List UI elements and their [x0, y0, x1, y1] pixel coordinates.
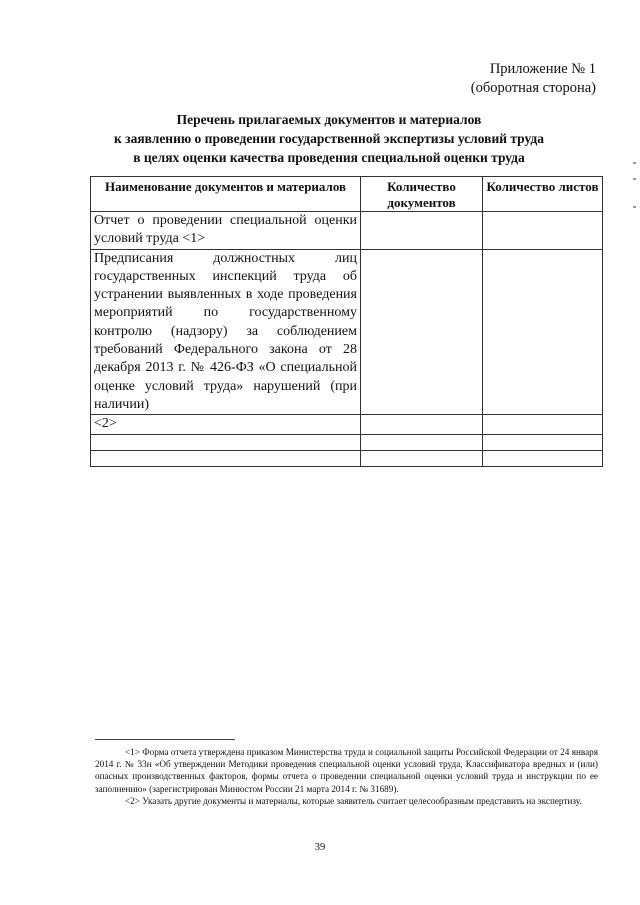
table-header-row — [91, 177, 603, 212]
table-row — [91, 434, 603, 450]
document-title — [60, 110, 598, 167]
row-sheets-count — [483, 212, 603, 250]
row-name — [91, 434, 361, 450]
row-docs-count — [361, 450, 483, 466]
appendix-number: Приложение № 1 — [489, 61, 596, 77]
header-name: Наименование документов и материалов — [91, 177, 361, 212]
row-name: Предписания должностных лиц государственных инспекций труда об устранении выявленных в ходе проведения мероприятий по государственному контролю (надзору) за соблюдением требований Федерального закона от 28 декабря 2013 г. № 426-ФЗ «О специальной оценке условий труда» нарушений (при наличии) — [91, 249, 361, 415]
appendix-label — [471, 60, 596, 98]
table-row — [91, 249, 603, 415]
table-row — [91, 415, 603, 434]
header-docs-count: Количество документов — [361, 177, 483, 212]
title-line-1: Перечень прилагаемых документов и материалов — [176, 112, 482, 127]
page-number: 39 — [314, 842, 326, 853]
header-sheets-count: Количество листов — [483, 177, 603, 212]
row-sheets-count — [483, 415, 603, 434]
row-sheets-count — [483, 249, 603, 415]
title-line-2: к заявлению о проведении государственной экспертизы условий труда — [114, 131, 544, 146]
scan-margin-mark — [633, 206, 636, 208]
row-docs-count — [361, 434, 483, 450]
row-sheets-count — [483, 450, 603, 466]
table-row — [91, 212, 603, 250]
title-line-3: в целях оценки качества проведения специальной оценки труда — [133, 150, 525, 165]
row-name: Отчет о проведении специальной оценки условий труда <1> — [91, 212, 361, 250]
footnote-1: <1> Форма отчета утверждена приказом Министерства труда и социальной защиты Российской Федерации от 24 января 2014 г. № 33н «Об утверждении Методики проведения специальной оценки условий труда, Классификатора вредных и (или) опасных производственных факторов, формы отчета о проведении специальной оценки условий труда и инструкции по ее заполнению» (зарегистрирован Минюстом России 21 марта 2014 г. № 31689). — [95, 747, 598, 794]
row-docs-count — [361, 212, 483, 250]
documents-table — [90, 176, 603, 467]
row-name: <2> — [91, 415, 361, 434]
scan-margin-mark — [633, 178, 636, 180]
row-name — [91, 450, 361, 466]
table-row — [91, 450, 603, 466]
scan-margin-mark — [633, 162, 636, 164]
row-docs-count — [361, 415, 483, 434]
footnotes — [95, 746, 598, 807]
footnote-separator — [95, 739, 235, 740]
footnote-2: <2> Указать другие документы и материалы, которые заявитель считает целесообразным представить на экспертизу. — [125, 795, 582, 806]
row-docs-count — [361, 249, 483, 415]
appendix-side: (оборотная сторона) — [470, 80, 596, 96]
row-sheets-count — [483, 434, 603, 450]
